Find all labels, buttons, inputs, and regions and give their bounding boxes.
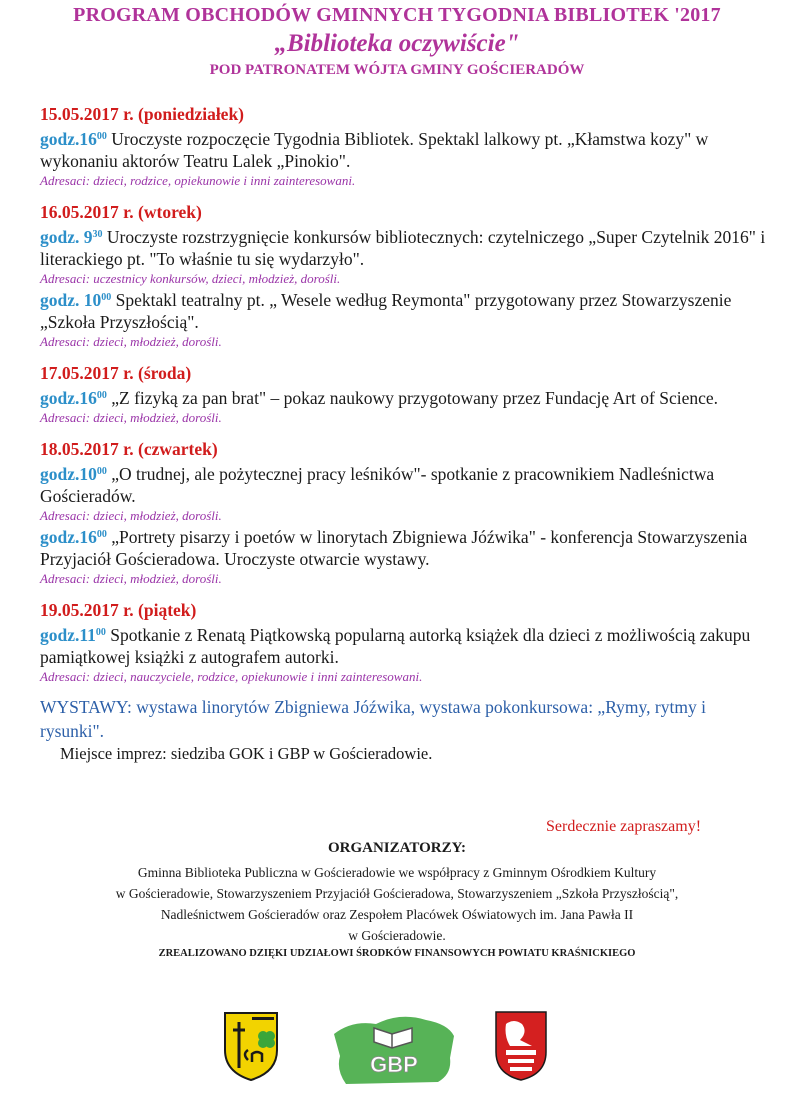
event-time: godz. $10^{00}$	[40, 290, 112, 310]
event-time: $godz.16^{00}$	[40, 527, 107, 547]
powiat-crest-logo	[494, 1010, 548, 1082]
day-date: 16.05.2017 r. (wtorek)	[40, 202, 202, 222]
event-audience: Adresaci: dzieci, młodzież, dorośli.	[40, 508, 222, 523]
day-date: 18.05.2017 r. (czwartek)	[40, 439, 218, 459]
day-block	[40, 599, 770, 685]
event-description: $godz.16^{00}$ „Z fizyką za pan brat" – pokaz naukowy przygotowany przez Fundację Art of Science.	[40, 388, 719, 408]
organizers-text	[0, 862, 794, 946]
exhibitions-line	[40, 695, 770, 743]
event-time: $godz.10^{00}$	[40, 464, 107, 484]
day-block	[40, 201, 770, 350]
organizers-line: w Gościeradowie, Stowarzyszeniem Przyjaciół Gościeradowa, Stowarzyszeniem „Szkoła Przyszłością",	[115, 886, 679, 901]
exhibitions-text: wystawa linorytów Zbigniewa Jóźwika, wystawa pokonkursowa: „Rymy, rytmy i rysunki".	[40, 697, 706, 741]
event-audience: Adresaci: dzieci, rodzice, opiekunowie i inni zainteresowani.	[40, 173, 356, 188]
event-time: $godz.11^{00}$	[40, 625, 106, 645]
event-time: godz. $9^{30}$	[40, 227, 103, 247]
poster-motto: „Biblioteka oczywiście"	[274, 30, 520, 57]
organizers-line: Gminna Biblioteka Publiczna w Gościeradowie we współpracy z Gminnym Ośrodkiem Kultury	[137, 865, 657, 880]
patronage-line: POD PATRONATEM WÓJTA GMINY GOŚCIERADÓW	[209, 62, 585, 78]
program-list	[40, 103, 770, 765]
day-date: 17.05.2017 r. (środa)	[40, 363, 192, 383]
organizers-line: Nadleśnictwem Gościeradów oraz Zespołem Placówek Oświatowych im. Jana Pawła II	[160, 907, 634, 922]
event-description: $godz.16^{00}$ Uroczyste rozpoczęcie Tygodnia Bibliotek. Spektakl lalkowy pt. „Kłamstwa kozy" w wykonaniu aktorów Teatru Lalek „Pinokio".	[40, 129, 709, 171]
gok-crest-logo	[222, 1010, 280, 1082]
event-audience: Adresaci: dzieci, nauczyciele, rodzice, opiekunowie i inni zainteresowani.	[40, 669, 423, 684]
organizers-title: ORGANIZATORZY:	[327, 840, 467, 856]
gbp-text: GBP	[370, 1052, 418, 1077]
poster-title: PROGRAM OBCHODÓW GMINNYCH TYGODNIA BIBLIOTEK '2017	[73, 4, 721, 26]
event-time: $godz.16^{00}$	[40, 388, 107, 408]
day-block	[40, 103, 770, 189]
event-audience: Adresaci: uczestnicy konkursów, dzieci, młodzież, dorośli.	[40, 271, 341, 286]
event-audience: Adresaci: dzieci, młodzież, dorośli.	[40, 571, 222, 586]
gbp-logo	[330, 1010, 458, 1088]
organizers-line: w Gościeradowie.	[348, 928, 446, 943]
day-date: 15.05.2017 r. (poniedziałek)	[40, 104, 245, 124]
day-block	[40, 362, 770, 426]
clover-icon	[258, 1031, 275, 1048]
event-audience: Adresaci: dzieci, młodzież, dorośli.	[40, 334, 222, 349]
day-block	[40, 438, 770, 587]
invitation-text: Serdecznie zapraszamy!	[546, 818, 702, 835]
funding-note: ZREALIZOWANO DZIĘKI UDZIAŁOWI ŚRODKÓW FINANSOWYCH POWIATU KRAŚNICKIEGO	[158, 948, 636, 959]
event-audience: Adresaci: dzieci, młodzież, dorośli.	[40, 410, 222, 425]
event-description: godz. $10^{00}$ Spektakl teatralny pt. „ Wesele według Reymonta" przygotowany przez Stowarzyszenie „Szkoła Przyszłością".	[40, 290, 732, 332]
event-description: $godz.10^{00}$ „O trudnej, ale pożytecznej pracy leśników"- spotkanie z pracownikiem Nadleśnictwa Gościeradów.	[40, 464, 715, 506]
day-date: 19.05.2017 r. (piątek)	[40, 600, 197, 620]
venue-line: Miejsce imprez: siedziba GOK i GBP w Gościeradowie.	[60, 744, 433, 763]
event-description: $godz.16^{00}$ „Portrety pisarzy i poetów w linorytach Zbigniewa Jóźwika" - konferencja Stowarzyszenia Przyjaciół Gościeradowa. Uroczyste otwarcie wystawy.	[40, 527, 748, 569]
event-description: $godz.11^{00}$ Spotkanie z Renatą Piątkowską popularną autorką książek dla dzieci z możliwością zakupu pamiątkowej książki z autografem autorki.	[40, 625, 751, 667]
exhibitions-label: WYSTAWY:	[40, 697, 132, 717]
event-description: godz. $9^{30}$ Uroczyste rozstrzygnięcie konkursów bibliotecznych: czytelniczego „Super Czytelnik 2016" i literackiego pt. "To właśnie tu się wydarzyło".	[40, 227, 766, 269]
event-time: $godz.16^{00}$	[40, 129, 107, 149]
